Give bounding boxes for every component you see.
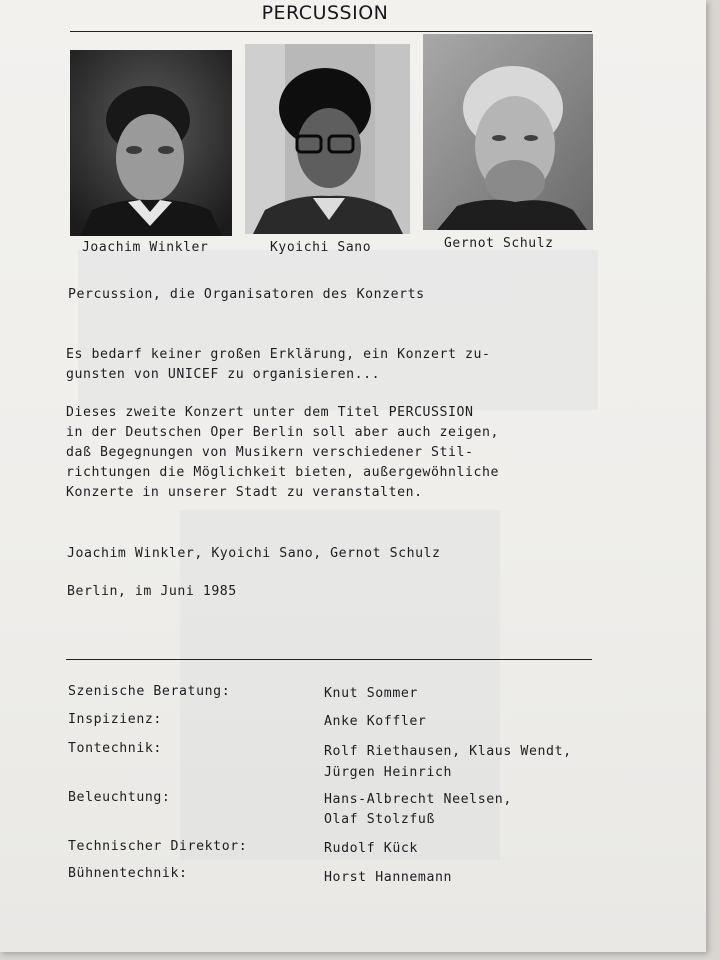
credit-label: Inspizienz: [68,712,162,727]
signature-line: Joachim Winkler, Kyoichi Sano, Gernot Schulz [67,546,441,561]
credit-value: Rolf Riethausen, Klaus Wendt, [324,744,572,759]
credit-value: Hans-Albrecht Neelsen, [324,792,512,807]
credits-rule [66,659,592,660]
credit-value: Horst Hannemann [324,870,453,885]
paragraph-line: gunsten von UNICEF zu organisieren... [66,367,381,382]
credit-value: Knut Sommer [324,686,418,701]
place-date: Berlin, im Juni 1985 [67,584,237,599]
paragraph-line: richtungen die Möglichkeit bieten, außergewöhnliche [66,465,499,480]
photo-gernot-schulz [423,34,593,230]
credit-value: Jürgen Heinrich [324,765,453,780]
paragraph-line: Dieses zweite Konzert unter dem Titel PERCUSSION [66,405,474,420]
paragraph-line: daß Begegnungen von Musikern verschiedener Stil- [66,445,474,460]
credit-value: Rudolf Kück [324,841,418,856]
photo-caption: Joachim Winkler [82,240,209,255]
credit-label: Tontechnik: [68,741,162,756]
credit-label: Bühnentechnik: [68,866,188,881]
photo-caption: Gernot Schulz [444,236,554,251]
credit-label: Szenische Beratung: [68,684,231,699]
paragraph-line: in der Deutschen Oper Berlin soll aber auch zeigen, [66,425,499,440]
photo-caption: Kyoichi Sano [270,240,372,255]
credit-value: Olaf Stolzfuß [324,812,436,827]
show-through [78,250,598,410]
paragraph-line: Es bedarf keiner großen Erklärung, ein Konzert zu- [66,347,491,362]
credit-value: Anke Koffler [324,714,427,729]
paragraph-line: Konzerte in unserer Stadt zu veranstalten. [66,485,423,500]
portrait-photo-icon [423,34,593,230]
title-rule [70,31,592,32]
photo-joachim-winkler [70,50,232,236]
photo-kyoichi-sano [245,44,410,234]
credit-label: Technischer Direktor: [68,839,248,854]
portrait-photo-icon [245,44,410,234]
intro-line: Percussion, die Organisatoren des Konzerts [68,287,425,302]
credit-label: Beleuchtung: [68,790,171,805]
page-title: PERCUSSION [261,2,389,24]
portrait-photo-icon [70,50,232,236]
